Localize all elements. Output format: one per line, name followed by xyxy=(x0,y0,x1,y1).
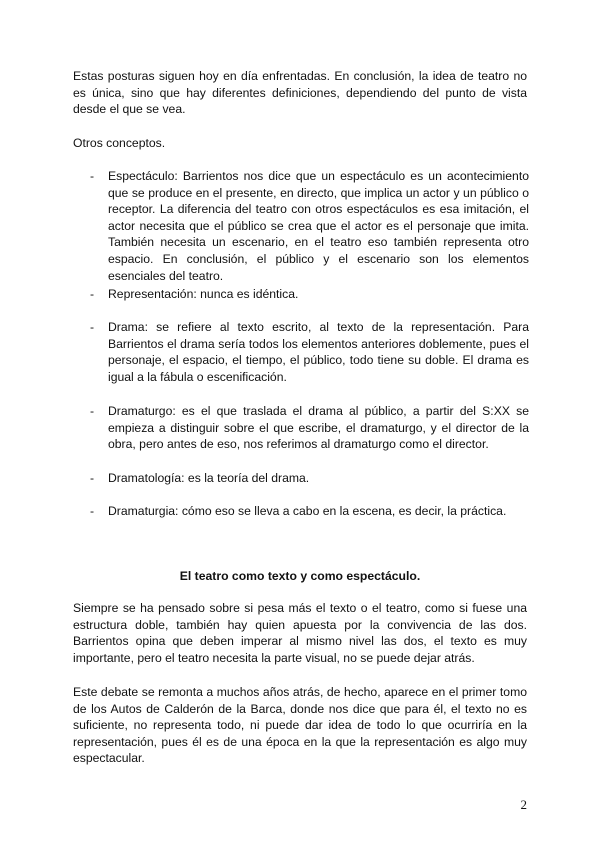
bullet-dash: - xyxy=(90,471,95,485)
concepts-label: Otros conceptos. xyxy=(73,136,166,150)
bullet-dash: - xyxy=(90,169,95,183)
list-item-representacion xyxy=(73,286,529,319)
list-item-text: Representación: nunca es idéntica. xyxy=(108,287,299,301)
section-paragraph-1: Siempre se ha pensado sobre si pesa más el texto o el teatro, como si fuese una estructura doble, también hay quien apuesta por la convivencia de las dos. Barrientos opina que deben imperar al mismo nivel las dos, el texto es muy importante, pero el teatro necesita la parte visual, no se puede dejar atrás. xyxy=(73,601,527,665)
concepts-list xyxy=(73,168,529,520)
list-item-text: Drama: se refiere al texto escrito, al texto de la representación. Para Barrientos el drama sería todos los elementos anteriores doblemente, pues el personaje, el espacio, el tiempo, el público, todo tiene su doble. El drama es igual a la fábula o escenificación. xyxy=(108,320,529,384)
page-number: 2 xyxy=(520,797,527,812)
section-paragraph-2: Este debate se remonta a muchos años atrás, de hecho, aparece en el primer tomo de los Autos de Calderón de la Barca, donde nos dice que para él, el texto no es suficiente, no representa todo, ni puede dar idea de todo lo que ocurriría en la representación, pues él es de una época en la que la representación es algo muy espectacular. xyxy=(73,685,527,766)
bullet-dash: - xyxy=(90,504,95,518)
list-item-text: Dramaturgo: es el que traslada el drama al público, a partir del S:XX se empieza a distinguir sobre el que escribe, el dramaturgo, y el director de la obra, pero antes de eso, nos referimos al dramaturgo como el director. xyxy=(108,404,529,452)
list-item-espectaculo xyxy=(73,168,529,286)
bullet-dash: - xyxy=(90,320,95,334)
bullet-dash: - xyxy=(90,404,95,418)
bullet-dash: - xyxy=(90,287,95,301)
list-item-dramatologia xyxy=(73,470,529,503)
list-item-text: Espectáculo: Barrientos nos dice que un espectáculo es un acontecimiento que se produce en el presente, en directo, que implica un actor y un público o receptor. La diferencia del teatro con otros espectáculos es esa imitación, el actor necesita que el público se crea que el actor es el personaje que imita. También necesita un escenario, en el teatro eso también representa otro espacio. En conclusión, el público y el escenario son los elementos esenciales del teatro. xyxy=(108,169,529,283)
intro-paragraph: Estas posturas siguen hoy en día enfrentadas. En conclusión, la idea de teatro no es única, sino que hay diferentes definiciones, dependiendo del punto de vista desde el que se vea. xyxy=(73,69,527,117)
list-item-dramaturgia xyxy=(73,503,529,520)
list-item-text: Dramatología: es la teoría del drama. xyxy=(108,471,310,485)
list-item-text: Dramaturgia: cómo eso se lleva a cabo en la escena, es decir, la práctica. xyxy=(108,504,507,518)
section-heading: El teatro como texto y como espectáculo. xyxy=(179,569,421,583)
list-item-drama xyxy=(73,319,529,403)
list-item-dramaturgo xyxy=(73,403,529,470)
